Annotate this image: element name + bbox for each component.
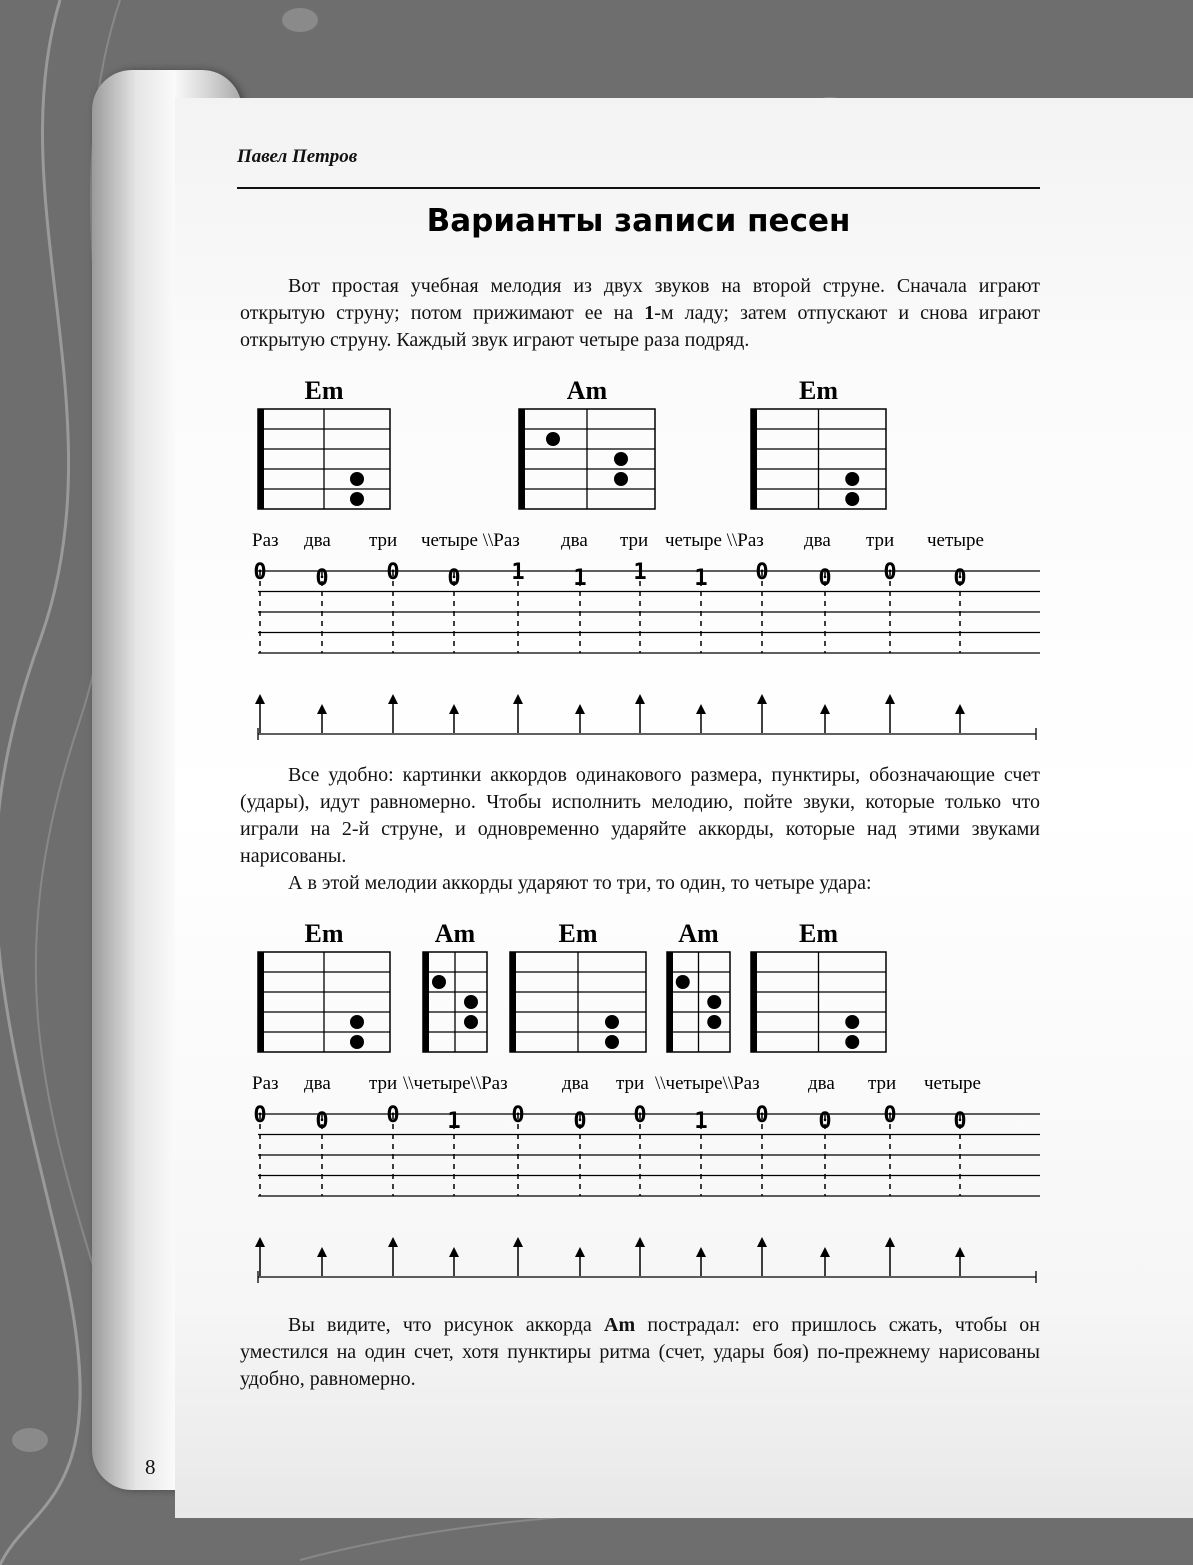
tab-fret-number: 1	[573, 566, 587, 591]
paragraph-text: пострадал: его пришлось сжать, чтобы он уместился на один счет, хотя пунктиры ритма (счет, удары боя) по-прежнему нарисованы удобно, равномерно.	[240, 1314, 1041, 1390]
tab-fret-number: 1	[447, 1109, 461, 1134]
chord-name: Em	[799, 376, 838, 405]
strum-arrow-head	[635, 694, 645, 704]
strum-arrow-head	[513, 694, 523, 704]
finger-dot	[350, 472, 364, 486]
finger-dot	[464, 1015, 478, 1029]
paragraph-text: Вот простая учебная мелодия из двух звуков на второй струне. Сначала играют открытую струну; потом прижимают ее на	[240, 275, 1040, 324]
finger-dot	[464, 995, 478, 1009]
strum-arrow-head	[820, 1247, 830, 1257]
count-label: три	[369, 530, 398, 551]
tab-fret-number: 0	[386, 1103, 400, 1128]
chord-nut	[519, 409, 525, 509]
chord-diagram-em	[258, 376, 390, 509]
bold-text: Am	[604, 1314, 636, 1336]
finger-dot	[845, 1035, 859, 1049]
strum-arrow-head	[955, 704, 965, 714]
count-label: два	[304, 1073, 331, 1094]
count-label: Раз	[252, 530, 279, 551]
chord-name: Am	[566, 376, 608, 405]
page-number: 8	[145, 1455, 156, 1479]
count-label: два	[561, 530, 588, 551]
tab-fret-number: 1	[633, 560, 647, 585]
chord-name: Am	[434, 919, 476, 948]
tab-fret-number: 0	[253, 560, 267, 585]
tab-fret-number: 0	[818, 566, 832, 591]
count-label: два	[304, 530, 331, 551]
tab-fret-number: 0	[315, 566, 329, 591]
count-label: три	[866, 530, 895, 551]
strum-arrow-head	[635, 1237, 645, 1247]
chord-diagram-am	[423, 919, 487, 1052]
count-label: два	[562, 1073, 589, 1094]
strum-arrow-head	[388, 694, 398, 704]
strum-arrow-head	[885, 694, 895, 704]
paragraph-text: Вы видите, что рисунок аккорда	[288, 1314, 605, 1336]
chord-nut	[423, 952, 429, 1052]
chord-name: Am	[678, 919, 719, 948]
count-label: три	[868, 1073, 897, 1094]
tab-fret-number: 0	[386, 560, 400, 585]
strum-arrow-head	[575, 1247, 585, 1257]
count-label: \\четыре\\Раз	[655, 1073, 760, 1094]
count-label: три	[616, 1073, 645, 1094]
strum-arrow-head	[757, 1237, 767, 1247]
chord-name: Em	[558, 919, 598, 948]
chord-nut	[751, 409, 757, 509]
tab-fret-number: 1	[694, 1109, 708, 1134]
tab-fret-number: 1	[694, 566, 708, 591]
chord-nut	[751, 952, 757, 1052]
melody-example-2	[252, 919, 1040, 1283]
tab-fret-number: 0	[511, 1103, 525, 1128]
tab-fret-number: 0	[883, 560, 897, 585]
strum-arrow-head	[757, 694, 767, 704]
tab-fret-number: 0	[953, 1109, 967, 1134]
chord-nut	[667, 952, 673, 1052]
tab-fret-number: 0	[818, 1109, 832, 1134]
strum-arrow-head	[317, 1247, 327, 1257]
count-label: три	[369, 1073, 398, 1094]
finger-dot	[707, 995, 721, 1009]
tab-fret-number: 0	[633, 1103, 647, 1128]
chord-diagram-em	[258, 919, 390, 1052]
melody-example-1	[252, 376, 1040, 740]
finger-dot	[432, 975, 446, 989]
finger-dot	[350, 1015, 364, 1029]
chord-name: Em	[304, 376, 344, 405]
finger-dot	[605, 1035, 619, 1049]
tab-fret-number: 0	[883, 1103, 897, 1128]
strum-arrow-head	[255, 694, 265, 704]
tab-fret-number: 0	[755, 1103, 769, 1128]
strum-arrow-head	[449, 704, 459, 714]
count-label: четыре	[927, 530, 984, 551]
chord-nut	[258, 409, 264, 509]
tab-fret-number: 0	[447, 566, 461, 591]
finger-dot	[845, 472, 859, 486]
strum-arrow-head	[449, 1247, 459, 1257]
bold-text: 1	[644, 302, 655, 324]
count-label: два	[808, 1073, 835, 1094]
count-label: \\четыре\\Раз	[403, 1073, 508, 1094]
finger-dot	[350, 492, 364, 506]
paragraph-text: А в этой мелодии аккорды ударяют то три, то один, то четыре удара:	[288, 872, 872, 894]
paragraph-text: -м ладу; затем отпускают и снова играют открытую струну. Каждый звук играют четыре раза подряд.	[240, 302, 1040, 351]
strum-arrow-head	[575, 704, 585, 714]
chord-diagram-em	[751, 919, 886, 1052]
page-title: Варианты записи песен	[426, 203, 851, 239]
count-label: Раз	[252, 1073, 279, 1094]
finger-dot	[845, 1015, 859, 1029]
tab-fret-number: 0	[315, 1109, 329, 1134]
strum-arrow-head	[255, 1237, 265, 1247]
finger-dot	[614, 452, 628, 466]
page-author: Павел Петров	[237, 146, 358, 167]
finger-dot	[546, 432, 560, 446]
chord-diagram-am	[519, 376, 655, 509]
chord-nut	[510, 952, 516, 1052]
count-label: четыре \\Раз	[421, 530, 520, 551]
tab-fret-number: 0	[953, 566, 967, 591]
count-label: три	[620, 530, 649, 551]
strum-arrow-head	[955, 1247, 965, 1257]
strum-arrow-head	[513, 1237, 523, 1247]
tab-fret-number: 1	[511, 560, 525, 585]
finger-dot	[707, 1015, 721, 1029]
finger-dot	[614, 472, 628, 486]
paragraph-text: Все удобно: картинки аккордов одинакового размера, пунктиры, обозначающие счет (удары), идут равномерно. Чтобы исполнить мелодию, пойте звуки, которые только что играли на 2-й струне, и одновременно ударяйте аккорды, которые над этими звуками нарисованы.	[240, 764, 1040, 867]
chord-name: Em	[304, 919, 344, 948]
chord-diagram-em	[510, 919, 646, 1052]
tab-fret-number: 0	[253, 1103, 267, 1128]
tab-fret-number: 0	[755, 560, 769, 585]
strum-arrow-head	[317, 704, 327, 714]
chord-nut	[258, 952, 264, 1052]
tab-fret-number: 0	[573, 1109, 587, 1134]
strum-arrow-head	[885, 1237, 895, 1247]
finger-dot	[350, 1035, 364, 1049]
chord-diagram-em	[751, 376, 886, 509]
count-label: четыре	[924, 1073, 981, 1094]
finger-dot	[845, 492, 859, 506]
strum-arrow-head	[388, 1237, 398, 1247]
strum-arrow-head	[696, 704, 706, 714]
count-label: четыре \\Раз	[665, 530, 764, 551]
chord-name: Em	[799, 919, 838, 948]
chord-diagram-am	[667, 919, 730, 1052]
count-label: два	[804, 530, 831, 551]
strum-arrow-head	[820, 704, 830, 714]
strum-arrow-head	[696, 1247, 706, 1257]
finger-dot	[676, 975, 690, 989]
finger-dot	[605, 1015, 619, 1029]
